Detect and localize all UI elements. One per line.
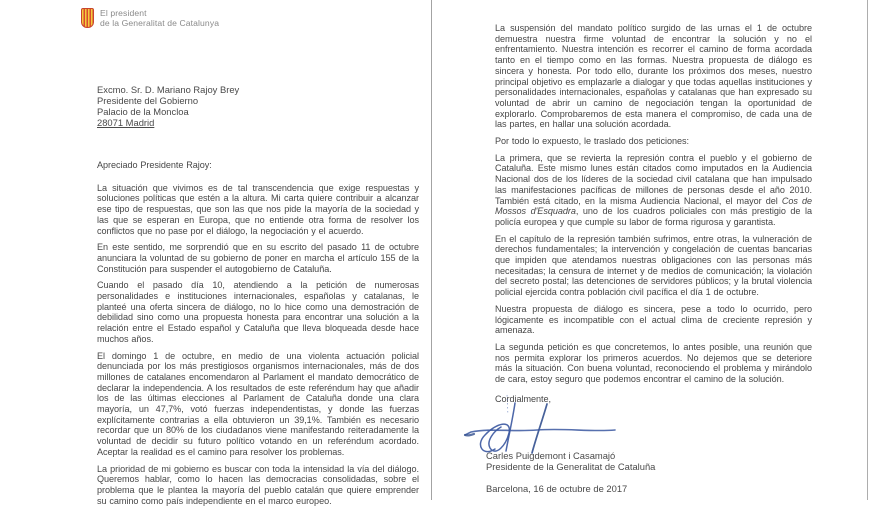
signatory-title: Presidente de la Generalitat de Cataluña <box>486 461 656 472</box>
petitions-intro: Por todo lo expuesto, le traslado dos peticiones: <box>495 136 689 147</box>
paragraph-petition-1 <box>495 153 812 228</box>
letterhead-line-2: de la Generalitat de Catalunya <box>100 18 220 28</box>
signatory-block <box>486 450 655 472</box>
recipient-title: Presidente del Gobierno <box>97 95 199 106</box>
letterhead-line-1: El president <box>100 8 147 18</box>
paragraph: La segunda petición es que concretemos, lo antes posible, una reunión que nos permita explorar los primeros acuerdos. No dejemos que se deteriore más la situación. Con buena voluntad, reconociendo el problema y mirándolo de cara, estoy seguro que podemos encontrar el camino de la solución. <box>495 341 812 385</box>
letterhead <box>81 8 219 28</box>
petition1-text: , uno de los cuadros policiales con más prestigio de la policía europea y que cumple su labor de forma rigurosa y garantista. <box>495 206 812 227</box>
petition1-text: La primera, que se revierta la represión contra el pueblo y el gobierno de Cataluña. Este mismo lunes están citados como imputados en la Audiencia Nacional dos de los líderes de la sociedad civil catalana que han impulsado las manifestaciones pacíficas de millones de personas desde el año 2010. También está citado, en la misma Audiencia Nacional, el mayor del <box>495 152 812 206</box>
paragraph: Cuando el pasado día 10, atendiendo a la petición de numerosas personalidades e instituciones internacionales, españolas y catalanas, le planteé una oferta sincera de diálogo, no lo hice como una demostración de debilidad sino como una propuesta honesta para encontrar una solución a la relación entre el Estado español y Cataluña que lleva bloqueada desde hace muchos años. <box>97 280 419 344</box>
closing: Cordialmente, <box>495 393 551 404</box>
paragraph: La situación que vivimos es de tal transcendencia que exige respuestas y soluciones políticas que estén a la altura. Mi carta quiere contribuir a alcanzar ese tipo de respuestas, que son las que nos pide la mayoría de la sociedad y las que se esperan en Europa, que no entiende otra forma de resolver los conflictos que no pase por el diálogo, la negociación y el acuerdo. <box>97 182 419 236</box>
petition1-italic: Cos de Mossos d'Esquadra <box>495 195 812 217</box>
letter-body-page-1 <box>97 160 419 512</box>
signatory-name: Carles Puigdemont i Casamajó <box>486 450 616 461</box>
recipient-city: 28071 Madrid <box>97 117 155 128</box>
salutation: Apreciado Presidente Rajoy: <box>97 160 212 170</box>
letter-page-2 <box>433 0 868 500</box>
paragraph: En el capítulo de la represión también sufrimos, entre otras, la vulneración de derechos fundamentales; la intervención y congelación de cuentas bancarias que impiden que atendamos nuestras obligaciones con las personas más necesitadas; la censura de internet y de medios de comunicación; la violación del secreto postal; las detenciones de servidores públicos; y la brutal violencia policial ejercida contra población civil pacífica el día 1 de octubre. <box>495 233 812 298</box>
paragraph: El domingo 1 de octubre, en medio de una violenta actuación policial denunciada por los más prestigiosos organismos internacionales, más de dos millones de catalanes encomendaron al Parlament el mandato democrático de declarar la independencia. A los resultados de este referéndum hay que añadir los de las últimas elecciones al Parlament de Cataluña donde una clara mayoría, un 47,7%, votó fuerzas independentistas, y donde las fuerzas explícitamente contrarias a ella obtuvieron un 39,1%. También es necesario recordar que un 80% de los ciudadanos viene manifestando reiteradamente la voluntad de decidir su futuro político votando en un referéndum acordado. Aceptar la realidad es el camino para resolver los problemas. <box>97 350 419 457</box>
letterhead-text <box>100 8 219 28</box>
recipient-address-block <box>97 84 239 128</box>
dateline: Barcelona, 16 de octubre de 2017 <box>486 483 628 494</box>
recipient-name: Excmo. Sr. D. Mariano Rajoy Brey <box>97 84 240 95</box>
letter-page-1 <box>0 0 432 506</box>
paragraph: La prioridad de mi gobierno es buscar con toda la intensidad la vía del diálogo. Queremos hablar, como lo hacen las democracias consolidadas, sobre el problema que le plantea la mayoría del pueblo catalán que quiere emprender su camino como país independiente en el marco europeo. <box>97 463 419 506</box>
paragraph: Nuestra propuesta de diálogo es sincera, pese a todo lo ocurrido, pero lógicamente es incompatible con el actual clima de creciente represión y amenaza. <box>495 303 812 336</box>
paragraph: La suspensión del mandato político surgido de las urnas el 1 de octubre demuestra nuestra firme voluntad de encontrar la solución y no el enfrentamiento. Nuestra intención es recorrer el camino de forma acordada tanto en el tiempo como en las formas. Nuestra propuesta de diálogo es sincera y honesta. Por todo ello, durante los próximos dos meses, nuestro principal objetivo es emplazarle a dialogar y que todas aquellas instituciones y personalidades internacionales, españolas y catalanas que han expresado su voluntad de abrir un camino de negociación tengan la oportunidad de explorarlo. Comprobaremos de esta manera el compromiso, de cada una de las partes, en hallar una solución acordada. <box>495 23 812 130</box>
generalitat-shield-icon <box>81 8 94 28</box>
paragraph: En este sentido, me sorprendió que en su escrito del pasado 11 de octubre anunciara la voluntad de su gobierno de poner en marcha el artículo 155 de la Constitución para suspender el autogobierno de Cataluña. <box>97 242 419 274</box>
recipient-address: Palacio de la Moncloa <box>97 106 189 117</box>
letter-body-page-2 <box>495 23 812 411</box>
